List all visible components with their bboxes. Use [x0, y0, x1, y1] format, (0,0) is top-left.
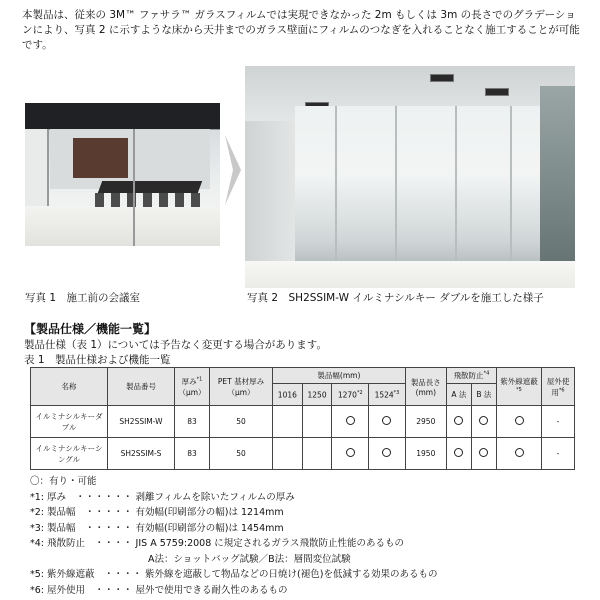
cell-w1524: [369, 406, 406, 438]
th-width-1524: 1524$^{*3}$: [369, 384, 406, 406]
note-3: *3: 製品幅 ・・・・・ 有効幅(印刷部分の幅)は 1454mm: [30, 522, 284, 534]
th-uv: 紫外線遮蔽$^{*5}$: [497, 368, 542, 406]
th-code: 製品番号: [108, 368, 175, 406]
available-circle-icon: [382, 448, 391, 457]
photo1-caption: 写真 1 施工前の会議室: [25, 292, 141, 304]
spec-table: [30, 367, 575, 470]
available-circle-icon: [479, 448, 488, 457]
th-length: 製品長さ(mm): [405, 368, 446, 406]
cell-pet: 50: [210, 406, 273, 438]
th-name: 名称: [31, 368, 108, 406]
th-outdoor: 屋外使用$^{*6}$: [542, 368, 575, 406]
cell-code: SH2SSIM-S: [108, 438, 175, 470]
table-title: 表 1 製品仕様および機能一覧: [24, 354, 171, 366]
arrow-chevron-icon: [223, 135, 243, 205]
table-row: [31, 438, 575, 470]
change-note: 製品仕様（表 1）については予告なく変更する場合があります。: [24, 339, 327, 351]
cell-w1524: [369, 438, 406, 470]
cell-length: 2950: [405, 406, 446, 438]
cell-w1016: [273, 438, 303, 470]
cell-thickness: 83: [175, 406, 210, 438]
th-shatter-b: B 法: [471, 384, 496, 406]
th-thickness: 厚み$^{*1}$ （μm）: [175, 368, 210, 406]
cell-a: [446, 438, 471, 470]
cell-w1250: [302, 406, 332, 438]
available-circle-icon: [515, 416, 524, 425]
cell-thickness: 83: [175, 438, 210, 470]
photo-after-film-installed: [245, 66, 575, 288]
cell-a: [446, 406, 471, 438]
photo-before-meeting-room: [25, 103, 220, 246]
section-title: 【製品仕様／機能一覧】: [24, 322, 157, 336]
available-circle-icon: [479, 416, 488, 425]
cell-w1250: [302, 438, 332, 470]
note-2: *2: 製品幅 ・・・・・ 有効幅(印刷部分の幅)は 1214mm: [30, 507, 284, 518]
available-circle-icon: [382, 416, 391, 425]
legend-line: 〇：有り・可能: [30, 476, 97, 487]
th-width: 製品幅(mm): [273, 368, 406, 384]
available-circle-icon: [346, 448, 355, 457]
note-4: *4: 飛散防止 ・・・・ JIS A 5759:2008 に規定されるガラス飛散防止性能のあるもの: [30, 538, 404, 549]
cell-uv: [497, 406, 542, 438]
cell-name: イルミナシルキーダブル: [31, 406, 108, 438]
table-row: [31, 406, 575, 438]
note-5: *5: 紫外線遮蔽 ・・・・ 紫外線を遮蔽して物品などの日焼け(褪色)を低減する効果のあるもの: [30, 569, 438, 580]
cell-b: [471, 406, 496, 438]
th-pet: PET 基材厚み （μm）: [210, 368, 273, 406]
th-shatter-a: A 法: [446, 384, 471, 406]
intro-paragraph: 本製品は、従来の 3M™ ファサラ™ ガラスフィルムでは実現できなかった 2m もしくは 3m の長さでのグラデーションにより、写真 2 に示すような床から天井までのガラス壁面にフィルムのつなぎを入れることなく施工することが可能です。: [22, 9, 580, 51]
cell-pet: 50: [210, 438, 273, 470]
cell-uv: [497, 438, 542, 470]
cell-length: 1950: [405, 438, 446, 470]
cell-w1270: [332, 406, 369, 438]
cell-b: [471, 438, 496, 470]
th-shatter: 飛散防止$^{*4}$: [446, 368, 496, 384]
available-circle-icon: [346, 416, 355, 425]
note-4-detail: A法：ショットバッグ試験／B法：層間変位試験: [148, 553, 351, 565]
cell-code: SH2SSIM-W: [108, 406, 175, 438]
th-width-1016: 1016: [273, 384, 303, 406]
available-circle-icon: [454, 416, 463, 425]
cell-outdoor: -: [542, 406, 575, 438]
note-6: *6: 屋外使用 ・・・・ 屋外で使用できる耐久性のあるもの: [30, 584, 288, 596]
note-1: *1: 厚み ・・・・・・ 剥離フィルムを除いたフィルムの厚み: [30, 491, 295, 503]
notes-block: [30, 474, 437, 598]
cell-w1016: [273, 406, 303, 438]
available-circle-icon: [515, 448, 524, 457]
th-width-1270: 1270$^{*2}$: [332, 384, 369, 406]
cell-w1270: [332, 438, 369, 470]
th-width-1250: 1250: [302, 384, 332, 406]
cell-outdoor: -: [542, 438, 575, 470]
photo2-caption: 写真 2 SH2SSIM-W イルミナシルキー ダブルを施工した様子: [247, 292, 544, 304]
cell-name: イルミナシルキーシングル: [31, 438, 108, 470]
available-circle-icon: [454, 448, 463, 457]
